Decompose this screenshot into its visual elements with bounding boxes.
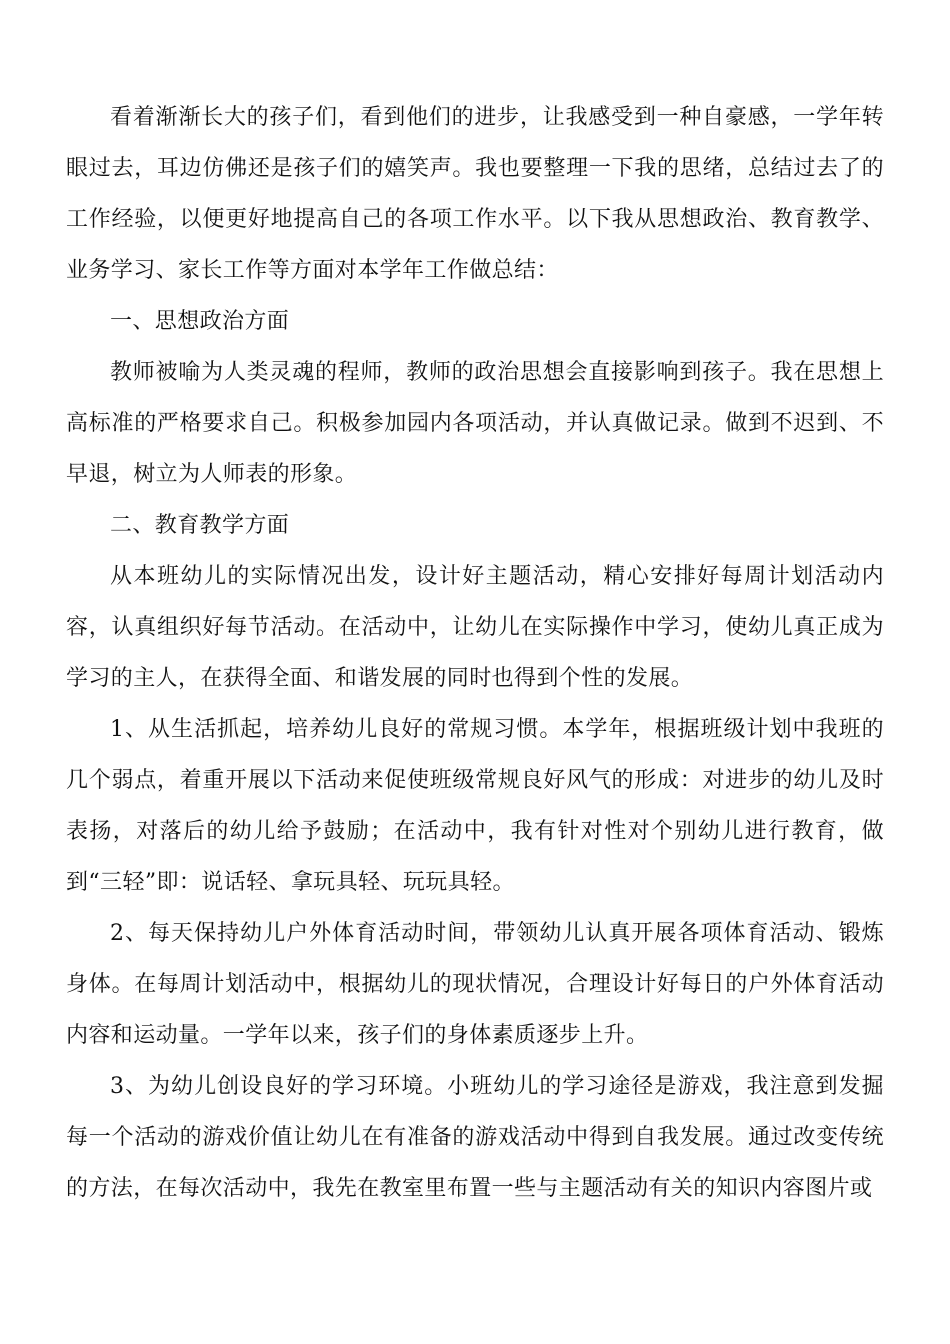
section-heading-teaching: 二、教育教学方面	[110, 513, 290, 538]
teaching-item-1: 1、从生活抓起，培养幼儿良好的常规习惯。本学年，根据班级计划中我班的几个弱点，着重开展以下活动来促使班级常规良好风气的形成：对进步的幼儿及时表扬，对落后的幼儿给予鼓励；在活动中，我有针对性对个别幼儿进行教育，做到“三轻”即：说话轻、拿玩具轻、玩玩具轻。	[66, 717, 884, 895]
political-paragraph: 教师被喻为人类灵魂的程师，教师的政治思想会直接影响到孩子。我在思想上高标准的严格要求自己。积极参加园内各项活动，并认真做记录。做到不迟到、不早退，树立为人师表的形象。	[66, 360, 884, 487]
document-body	[66, 92, 884, 1214]
section-heading-political: 一、思想政治方面	[110, 309, 290, 334]
intro-paragraph: 看着渐渐长大的孩子们，看到他们的进步，让我感受到一种自豪感，一学年转眼过去，耳边仿佛还是孩子们的嬉笑声。我也要整理一下我的思绪，总结过去了的工作经验，以便更好地提高自己的各项工作水平。以下我从思想政治、教育教学、业务学习、家长工作等方面对本学年工作做总结：	[66, 105, 884, 283]
teaching-item-2: 2、每天保持幼儿户外体育活动时间，带领幼儿认真开展各项体育活动、锻炼身体。在每周计划活动中，根据幼儿的现状情况，合理设计好每日的户外体育活动内容和运动量。一学年以来，孩子们的身体素质逐步上升。	[66, 921, 884, 1048]
teaching-item-3: 3、为幼儿创设良好的学习环境。小班幼儿的学习途径是游戏，我注意到发掘每一个活动的游戏价值让幼儿在有准备的游戏活动中得到自我发展。通过改变传统的方法，在每次活动中，我先在教室里布置一些与主题活动有关的知识内容图片或	[66, 1074, 884, 1201]
teaching-paragraph: 从本班幼儿的实际情况出发，设计好主题活动，精心安排好每周计划活动内容，认真组织好每节活动。在活动中，让幼儿在实际操作中学习，使幼儿真正成为学习的主人，在获得全面、和谐发展的同时也得到个性的发展。	[66, 564, 884, 691]
